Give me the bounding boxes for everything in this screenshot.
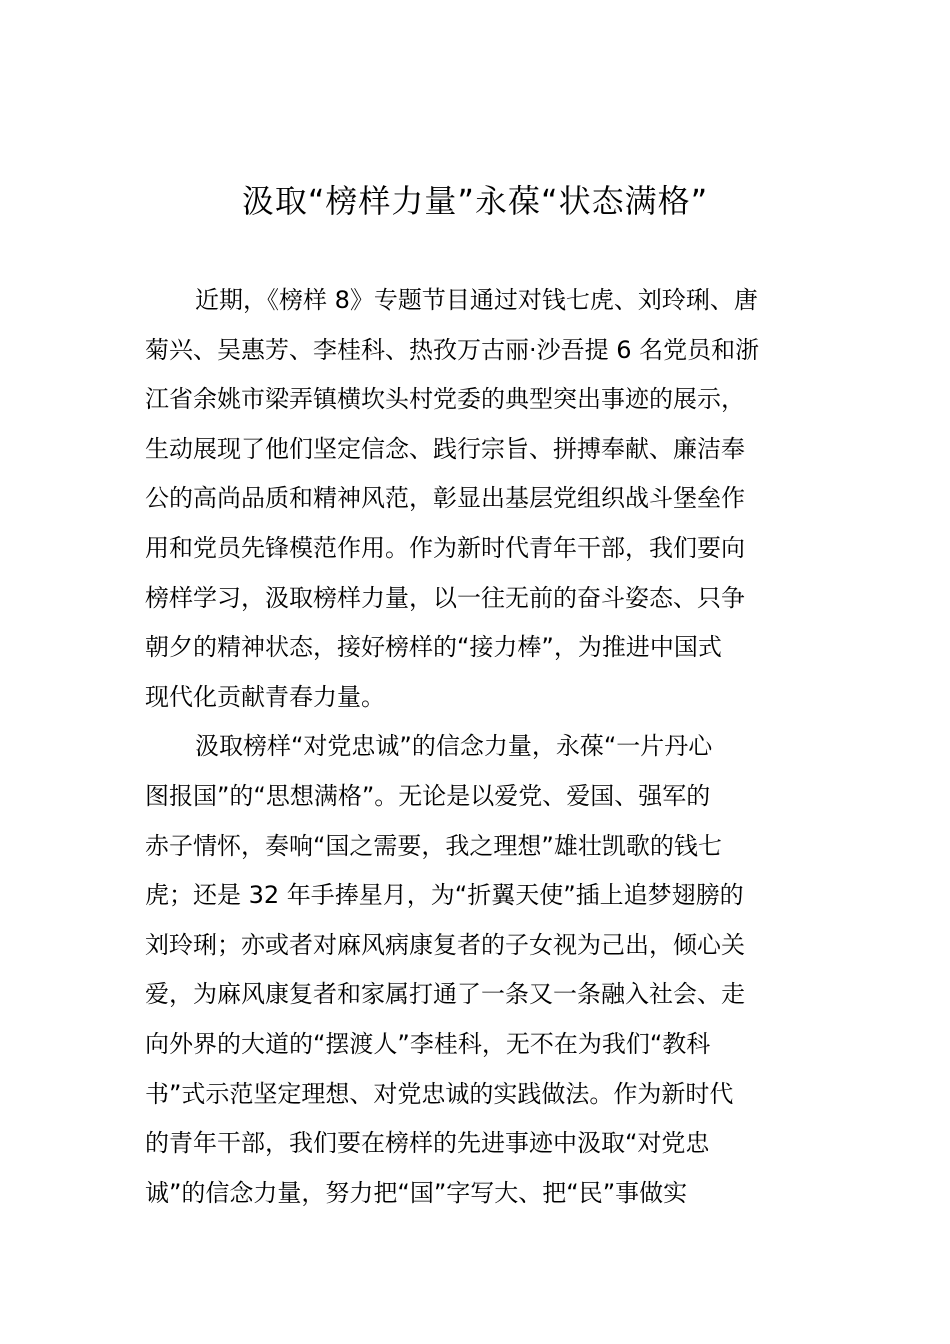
text-line: 用和党员先锋模范作用。作为新时代青年干部，我们要向 bbox=[145, 533, 745, 562]
text-line: 图报国”的“思想满格”。无论是以爱党、爱国、强军的 bbox=[145, 781, 711, 810]
text-line: 菊兴、吴惠芳、李桂科、热孜万古丽·沙吾提 6 名党员和浙 bbox=[145, 335, 760, 364]
text-line: 近期，《榜样 8》专题节目通过对钱七虎、刘玲琍、唐 bbox=[195, 286, 758, 314]
text-line: 书”式示范坚定理想、对党忠诚的实践做法。作为新时代 bbox=[145, 1079, 734, 1108]
paragraph-2 bbox=[145, 722, 809, 1218]
text-line: 榜样学习，汲取榜样力量，以一往无前的奋斗姿态、只争 bbox=[145, 583, 745, 612]
paragraph-1 bbox=[145, 276, 809, 722]
text-line: 公的高尚品质和精神风范，彰显出基层党组织战斗堡垒作 bbox=[145, 484, 745, 513]
text-line: 爱，为麻风康复者和家属打通了一条又一条融入社会、走 bbox=[145, 980, 745, 1009]
text-line: 朝夕的精神状态，接好榜样的“接力棒”，为推进中国式 bbox=[145, 633, 722, 662]
text-line: 汲取榜样“对党忠诚”的信念力量，永葆“一片丹心 bbox=[195, 732, 713, 761]
text-line: 赤子情怀，奏响“国之需要，我之理想”雄壮凯歌的钱七 bbox=[145, 831, 722, 860]
text-line: 的青年干部，我们要在榜样的先进事迹中汲取“对党忠 bbox=[145, 1129, 710, 1158]
text-line: 向外界的大道的“摆渡人”李桂科，无不在为我们“教科 bbox=[145, 1029, 711, 1058]
document-body bbox=[145, 276, 809, 1218]
text-line: 生动展现了他们坚定信念、践行宗旨、拼搏奉献、廉洁奉 bbox=[145, 434, 745, 463]
document-title: 汲取“榜样力量”永葆“状态满格” bbox=[241, 182, 709, 220]
text-line: 刘玲琍；亦或者对麻风病康复者的子女视为己出，倾心关 bbox=[145, 930, 745, 959]
text-line: 现代化贡献青春力量。 bbox=[145, 682, 385, 711]
text-line: 虎；还是 32 年手捧星月，为“折翼天使”插上追梦翅膀的 bbox=[145, 881, 744, 910]
text-line: 江省余姚市梁弄镇横坎头村党委的典型突出事迹的展示， bbox=[145, 385, 745, 414]
text-line: 诚”的信念力量，努力把“国”字写大、把“民”事做实 bbox=[145, 1178, 688, 1207]
